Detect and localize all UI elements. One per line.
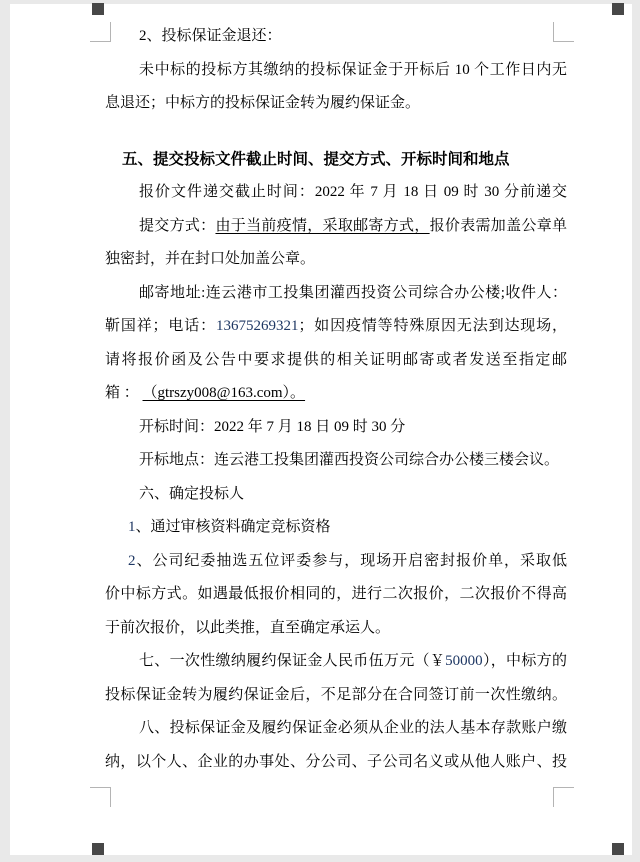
document-text[interactable] [105, 20, 567, 779]
text-run: 六、确定投标人 [139, 485, 245, 502]
text-run: 靳国祥；电话： [105, 318, 216, 334]
document-line [105, 712, 567, 746]
document-line [105, 511, 567, 545]
text-run: 五、提交投标文件截止时间、提交方式、开标时间和地点 [122, 150, 510, 168]
text-run: 开标时间：2022 年 7 月 18 日 09 时 30 分 [139, 418, 406, 435]
text-run: 七、一次性缴纳履约保证金人民币伍万元（￥ [139, 653, 446, 669]
document-line [105, 746, 567, 780]
text-run: 于前次报价，以此类推，直至确定承运人。 [105, 619, 391, 636]
document-line [105, 344, 567, 378]
text-run: 、公司纪委抽选五位评委参与，现场开启密封报价单，采取低 [135, 552, 567, 569]
text-boundary-mark-bottom-right [553, 787, 574, 807]
document-line [105, 176, 567, 210]
underlined-text: （gtrszy008@163.com）。 [142, 385, 306, 401]
document-line [105, 478, 567, 512]
text-run: 、通过审核资料确定竞标资格 [135, 519, 331, 535]
handle-square-top-left [92, 3, 104, 15]
text-run: 纳，以个人、企业的办事处、分公司、子公司名义或从他人账户、投 [105, 753, 567, 770]
document-line [105, 578, 567, 612]
document-line [105, 87, 567, 121]
text-run: ；如因疫情等特殊原因无法到达现场， [298, 318, 567, 334]
text-run: 息退还；中标方的投标保证金转为履约保证金。 [105, 95, 421, 111]
highlighted-number: 1 [128, 519, 136, 535]
text-boundary-mark-bottom-left [90, 787, 111, 807]
text-run: 箱 ： [105, 385, 143, 401]
document-line [105, 243, 567, 277]
text-run: 邮寄地址:连云港市工投集团灌西投资公司综合办公楼;收件人： [139, 284, 567, 301]
document-line [105, 444, 567, 478]
text-run: 请将报价函及公告中要求提供的相关证明邮寄或者发送至指定邮 [105, 351, 567, 368]
text-run: 报价表需加盖公章单 [429, 217, 567, 234]
text-run: 未中标的投标方其缴纳的投标保证金于开标后 10 个工作日内无 [139, 61, 567, 78]
handle-square-top-right [612, 3, 624, 15]
document-page[interactable] [10, 4, 632, 855]
document-line [105, 545, 567, 579]
text-run: 投标保证金转为履约保证金后，不足部分在合同签订前一次性缴纳。 [105, 686, 567, 703]
text-run: ），中标方的 [482, 653, 567, 669]
document-line [105, 143, 567, 177]
document-line [105, 310, 567, 344]
highlighted-number: 13675269321 [215, 318, 299, 334]
text-run: 八、投标保证金及履约保证金必须从企业的法人基本存款账户缴 [139, 720, 567, 736]
document-line [105, 645, 567, 679]
document-line [105, 20, 567, 54]
document-line [105, 411, 567, 445]
text-run: 报价文件递交截止时间：2022 年 7 月 18 日 09 时 30 分前递交 [139, 184, 567, 200]
handle-square-bottom-right [612, 843, 624, 855]
highlighted-number: 50000 [445, 653, 483, 669]
document-line [105, 54, 567, 88]
document-line [105, 679, 567, 713]
handle-square-bottom-left [92, 843, 104, 855]
document-line [105, 277, 567, 311]
text-run: 价中标方式。如遇最低报价相同的，进行二次报价，二次报价不得高 [105, 586, 567, 602]
highlighted-number: 2 [128, 552, 136, 569]
text-run: 独密封，并在封口处加盖公章。 [105, 251, 316, 267]
document-line [105, 210, 567, 244]
underlined-text: 由于当前疫情，采取邮寄方式， [215, 217, 430, 234]
document-line [105, 612, 567, 646]
text-run: 开标地点：连云港工投集团灌西投资公司综合办公楼三楼会议。 [139, 452, 560, 468]
text-run: 提交方式： [139, 217, 216, 234]
document-line [105, 377, 567, 411]
text-run: 2、投标保证金退还： [139, 28, 282, 44]
